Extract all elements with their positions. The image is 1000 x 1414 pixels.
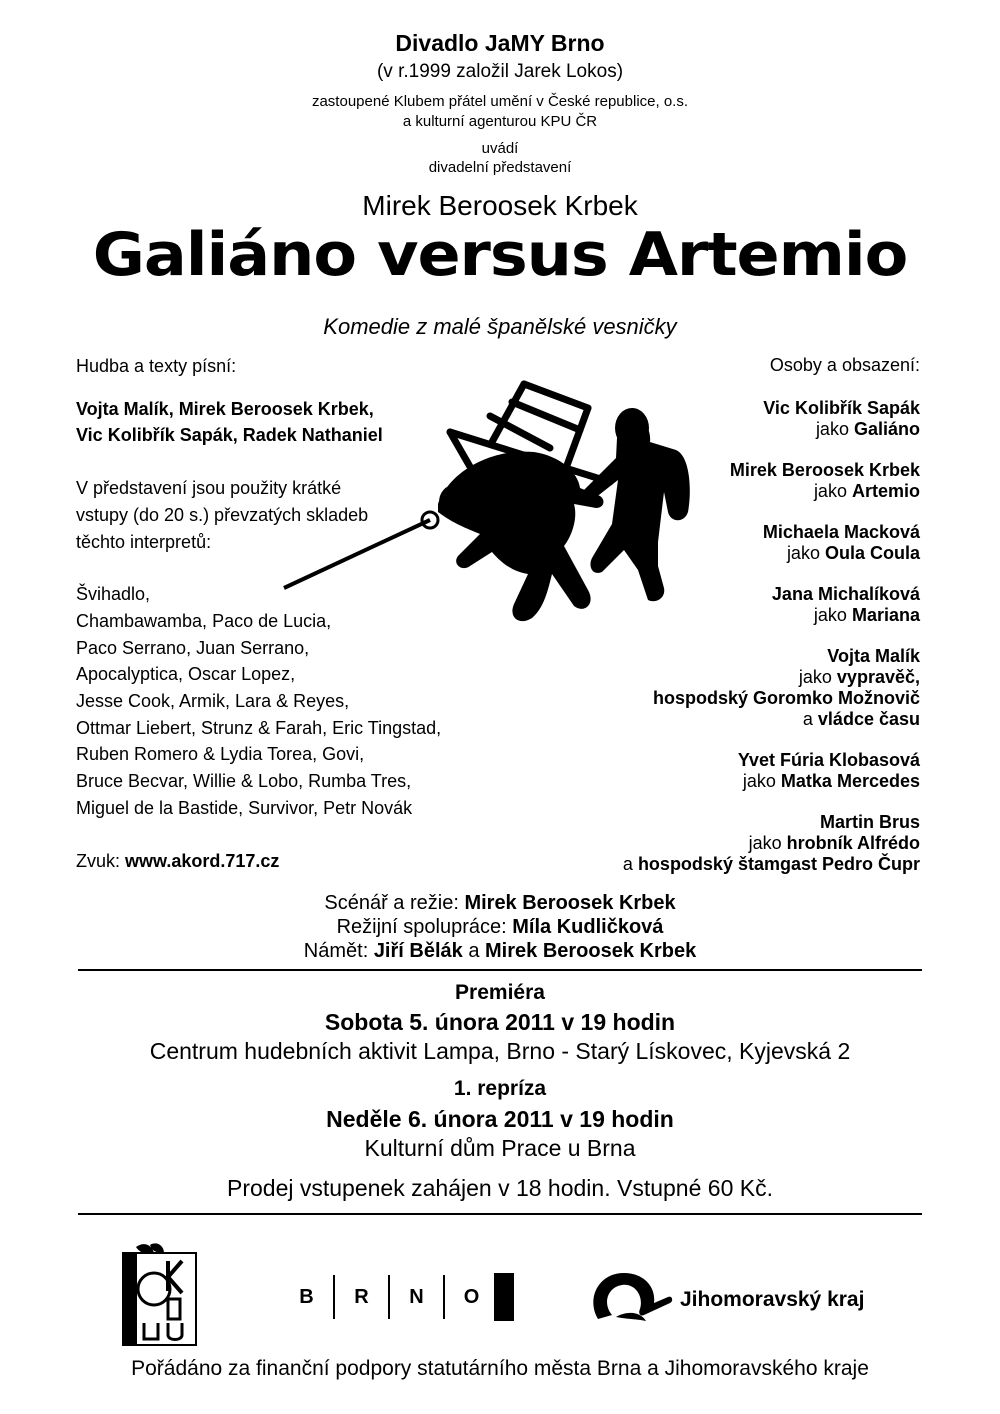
artist-item: Bruce Becvar, Willie & Lobo, Rumba Tres, [76,771,412,792]
cast-heading: Osoby a obsazení: [769,355,920,375]
artist-item: Ottmar Liebert, Strunz & Farah, Eric Tingstad, [76,717,442,738]
brno-divider [333,1275,335,1319]
cast-role: vypravěč, [836,667,920,687]
cast-role: Artemio [851,481,920,501]
brno-letter: R [354,1285,369,1308]
cast-role: Galiáno [853,419,920,439]
performance-type: divadelní představení [428,159,572,176]
sponsor-logos [0,1243,1000,1348]
script-credit [0,891,1000,915]
brno-block [494,1273,514,1321]
theme-credit [0,939,1000,963]
music-authors-line-2: Vic Kolibřík Sapák, Radek Nathaniel [76,425,383,446]
brno-divider [443,1275,445,1319]
cast-actor: Vic Kolibřík Sapák [763,398,920,418]
theme-label: Námět: [303,940,369,962]
brno-letter: B [299,1285,314,1308]
ticket-info: Prodej vstupenek zahájen v 18 hodin. Vstupné 60 Kč. [227,1175,773,1201]
cast-actor: Mirek Beroosek Krbek [729,460,920,480]
cast-actor: Vojta Malík [827,646,920,666]
theatre-name: Divadlo JaMY Brno [395,30,605,56]
sound-label: Zvuk: [76,850,121,871]
cast-and: a [802,709,813,729]
music-heading: Hudba a texty písní: [76,356,237,376]
cast-role-line-3: vládce času [817,709,920,729]
cast-actor: Yvet Fúria Klobasová [737,750,920,770]
premiere-date: Sobota 5. února 2011 v 19 hodin [324,1009,676,1035]
cast-entry [623,812,920,875]
cast-entry [623,460,920,502]
music-note-line-3: těchto interpretů: [76,531,212,552]
represented-line-1: zastoupené Klubem přátel umění v České republice, o.s. [311,93,689,110]
cast-role-line-2: hospodský štamgast Pedro Čupr [637,854,920,874]
cast-role: Matka Mercedes [780,771,920,791]
codirector-credit [0,915,1000,939]
cast-entry [623,522,920,564]
cast-entry [623,398,920,440]
rerun-venue: Kulturní dům Prace u Brna [364,1135,636,1161]
cast-actor: Martin Brus [819,812,920,832]
artist-item: Ruben Romero & Lydia Torea, Govi, [76,744,365,765]
cast-role: Mariana [851,605,920,625]
artist-item: Paco Serrano, Juan Serrano, [76,637,310,658]
sound-credit [76,848,441,875]
rerun-label: 1. repríza [453,1077,547,1100]
cast-jako: jako [798,667,832,687]
jihomoravsky-kraj-label: Jihomoravský kraj [680,1288,865,1311]
cast-role-line-2: hospodský Goromko Možnovič [652,688,920,708]
cast-jako: jako [748,833,782,853]
cast-entry [623,646,920,730]
brno-letter: N [409,1285,424,1308]
cast-role: hrobník Alfrédo [786,833,920,853]
artist-item: Chambawamba, Paco de Lucia, [76,610,332,631]
cast-actor: Michaela Macková [762,522,920,542]
cast-section [623,355,920,895]
presents: uvádí [481,140,519,157]
music-note-line-2: vstupy (do 20 s.) převzatých skladeb [76,504,369,525]
play-subtitle: Komedie z malé španělské vesničky [323,314,677,339]
cast-jako: jako [813,481,847,501]
premiere-venue: Centrum hudebních aktivit Lampa, Brno - Starý Lískovec, Kyjevská 2 [149,1038,851,1064]
artist-item: Švihadlo, [76,584,151,605]
founded-note: (v r.1999 založil Jarek Lokos) [376,61,624,82]
cast-entry [623,584,920,626]
cast-jako: jako [815,419,849,439]
script-label: Scénář a režie: [324,892,459,914]
footer-support-note: Pořádáno za finanční podpory statutárního města Brna a Jihomoravského kraje [131,1357,869,1380]
sound-link[interactable]: www.akord.717.cz [125,850,280,871]
premiere-label: Premiéra [455,981,545,1004]
jihomoravsky-kraj-emblem [588,1265,674,1327]
brno-divider [388,1275,390,1319]
play-author: Mirek Beroosek Krbek [362,190,638,221]
divider-top [78,969,922,971]
brno-logo [290,1275,514,1319]
kpu-logo [122,1243,197,1346]
theme-and: a [468,940,480,962]
codirector-name: Míla Kudličková [512,916,664,938]
cast-role: Oula Coula [824,543,920,563]
brno-letter: O [463,1285,480,1308]
cast-jako: jako [742,771,776,791]
artist-item: Miguel de la Bastide, Survivor, Petr Novák [76,797,413,818]
divider-bottom [78,1213,922,1215]
theme-name-2: Mirek Beroosek Krbek [485,940,697,962]
artist-item: Apocalyptica, Oscar Lopez, [76,664,296,685]
cast-and: a [622,854,633,874]
music-authors-line-1: Vojta Malík, Mirek Beroosek Krbek, [76,398,374,419]
play-title: Galiáno versus Artemio [92,220,908,290]
theme-name-1: Jiří Bělák [373,940,463,962]
script-name: Mirek Beroosek Krbek [464,892,676,914]
rerun-date: Neděle 6. února 2011 v 19 hodin [326,1106,674,1132]
credits [0,891,1000,963]
cast-actor: Jana Michalíková [771,584,920,604]
artist-item: Jesse Cook, Armik, Lara & Reyes, [76,691,350,712]
codirector-label: Režijní spolupráce: [336,916,507,938]
cast-jako: jako [813,605,847,625]
music-note-line-1: V představení jsou použity krátké [76,478,342,499]
represented-line-2: a kulturní agenturou KPU ČR [402,113,598,130]
cast-entry [623,750,920,792]
cast-jako: jako [786,543,820,563]
